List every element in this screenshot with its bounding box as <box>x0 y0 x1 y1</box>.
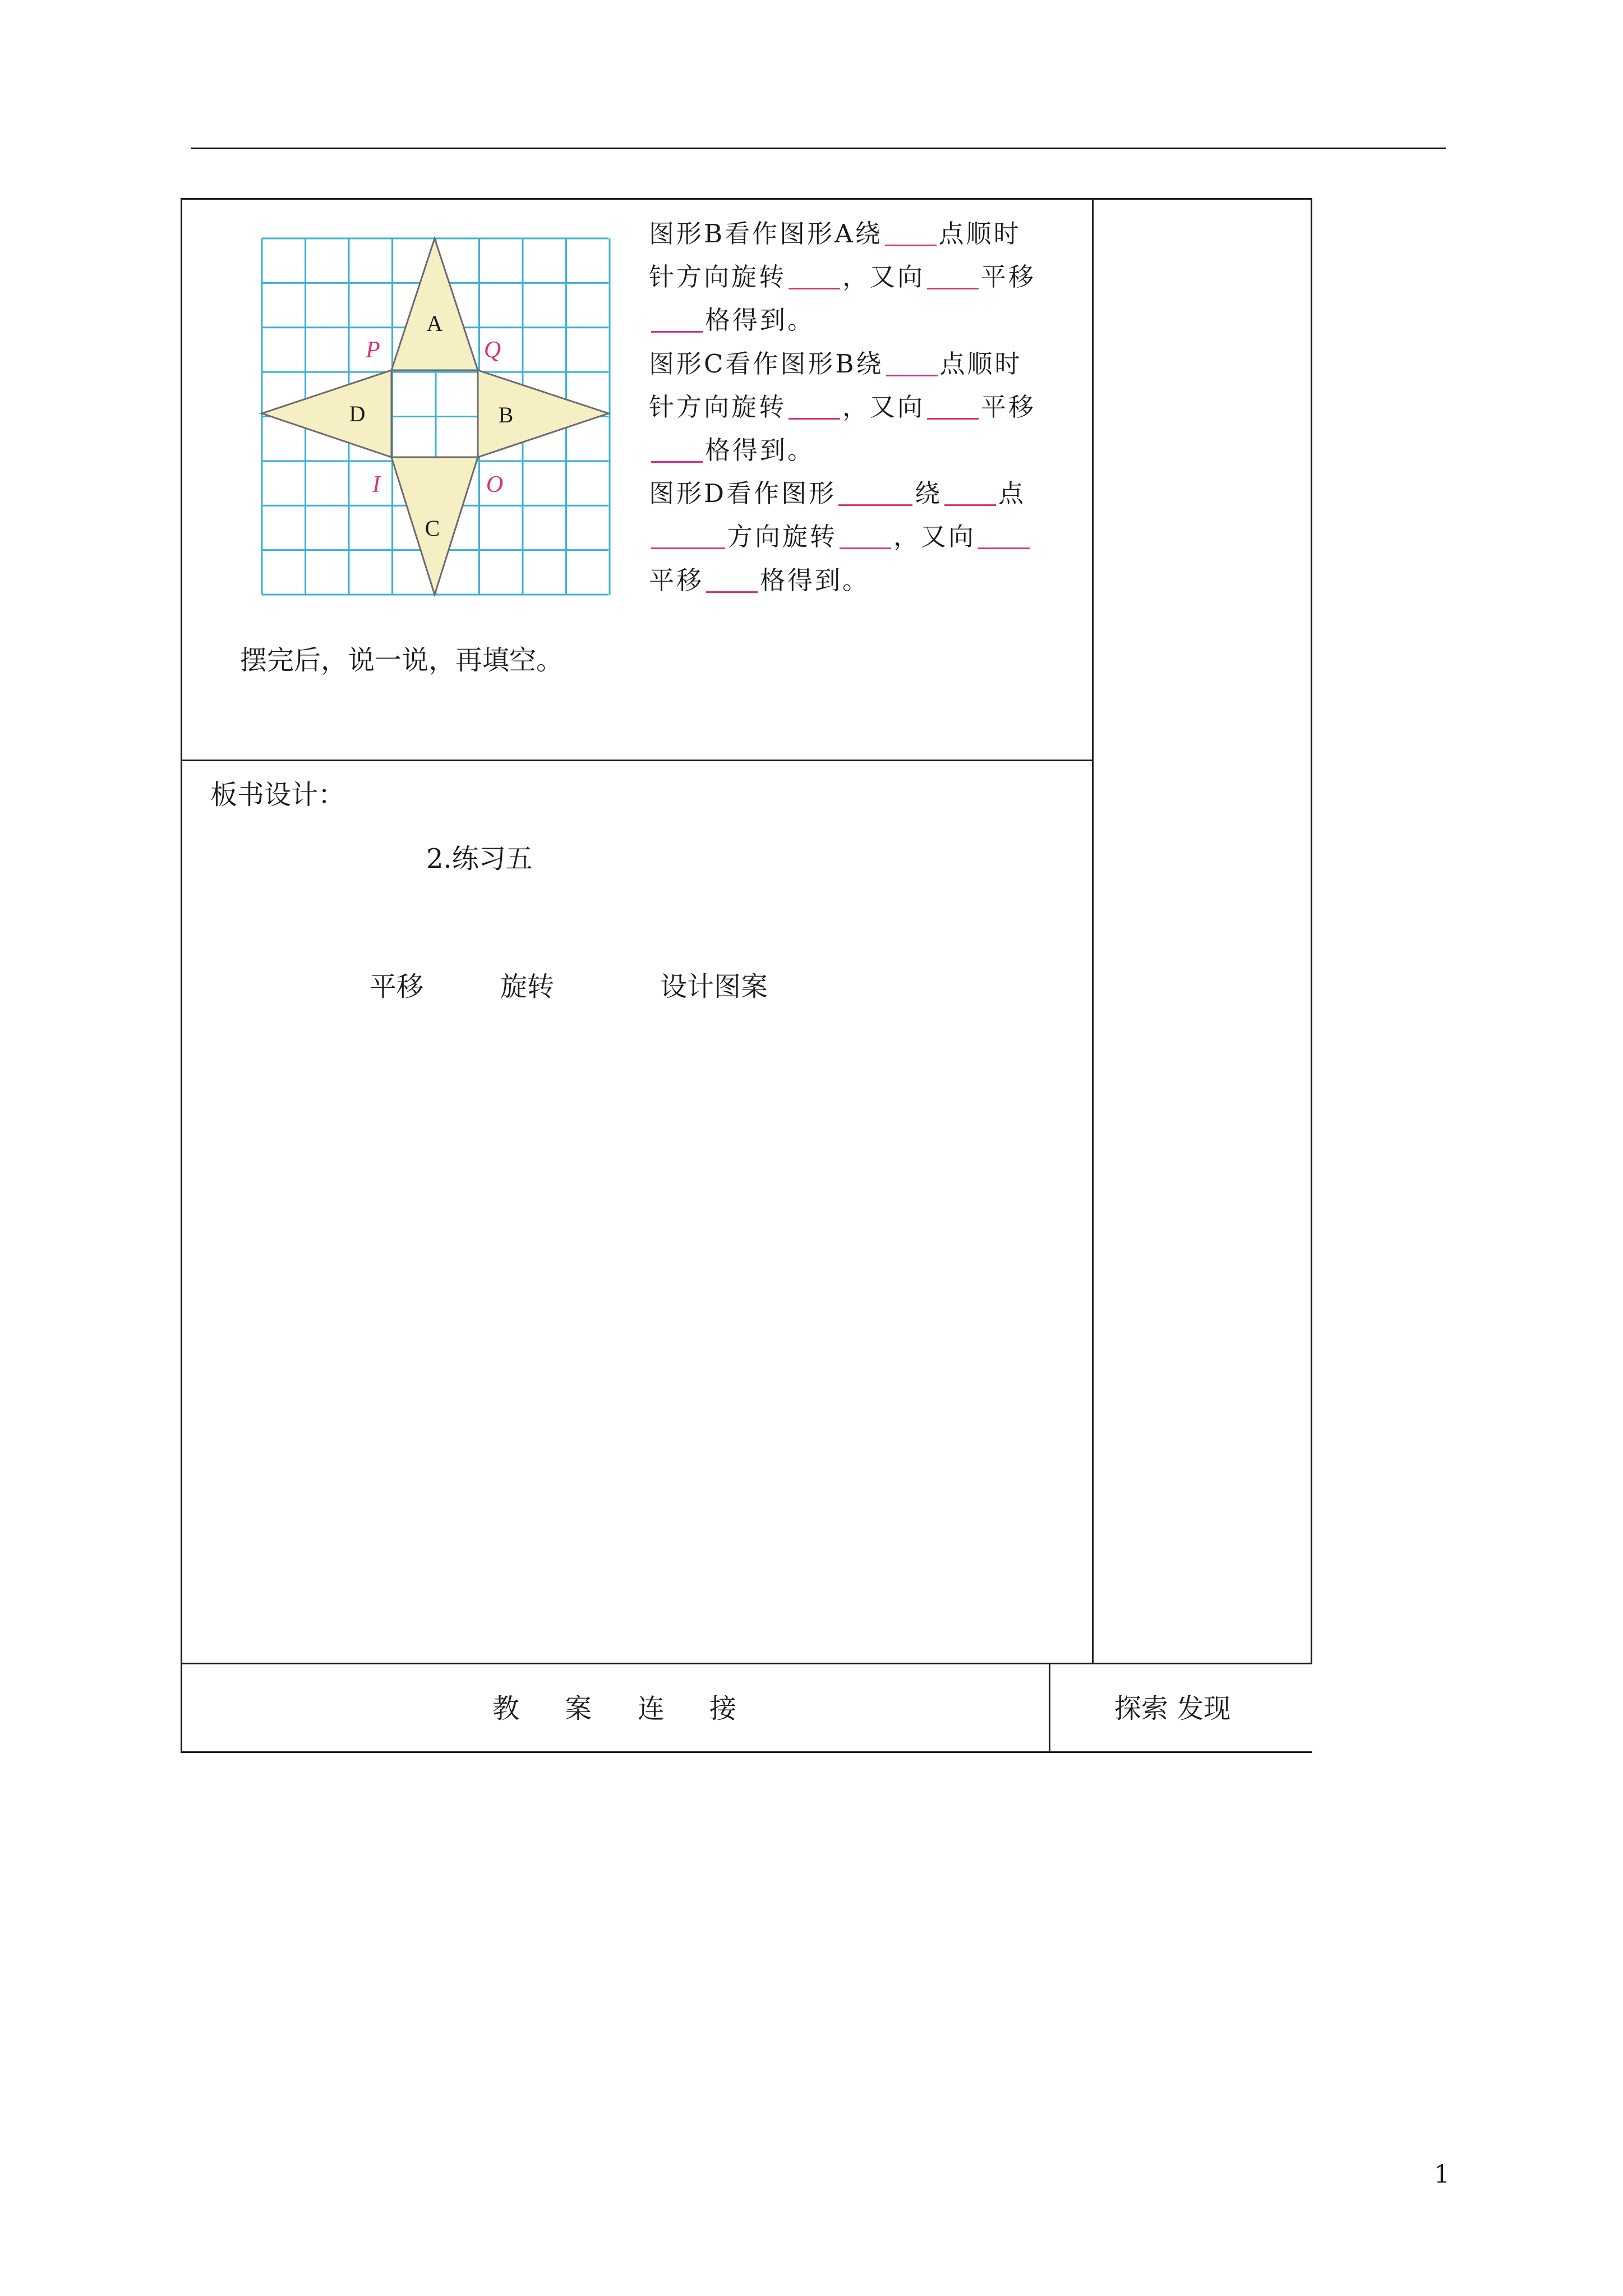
question-text: ，又向 <box>842 392 925 422</box>
question-text: 针方向旋转 <box>649 392 787 422</box>
point-label-p: P <box>366 337 380 363</box>
question-text: ，又向 <box>893 522 976 552</box>
question-text: 点顺时 <box>939 348 1022 379</box>
question-line <box>649 219 1021 249</box>
answer-blank[interactable] <box>927 263 979 289</box>
question-text: 针方向旋转 <box>649 262 787 292</box>
lesson-link-char-2: 案 <box>565 1693 592 1724</box>
answer-blank[interactable] <box>944 480 996 506</box>
explore-discover-label: 探索 发现 <box>1114 1693 1231 1724</box>
shape-label-a: A <box>426 311 443 336</box>
board-title: 2.练习五 <box>426 843 533 875</box>
answer-blank[interactable] <box>885 220 937 246</box>
answer-blank[interactable] <box>886 350 938 376</box>
question-text: 图形D看作图形 <box>649 478 837 509</box>
question-line <box>649 522 1032 552</box>
question-text: 平移 <box>649 565 704 595</box>
lesson-link-char-4: 接 <box>709 1693 737 1724</box>
board-keyword-translation: 平移 <box>370 971 424 1002</box>
board-keyword-rotation: 旋转 <box>500 971 555 1002</box>
question-text: 平移 <box>981 392 1036 422</box>
shape-label-c: C <box>425 516 440 541</box>
question-text: 点顺时 <box>938 219 1021 249</box>
instruction-text: 摆完后，说一说，再填空。 <box>240 645 564 676</box>
board-keyword-design: 设计图案 <box>660 971 768 1002</box>
point-label-o: O <box>486 472 504 498</box>
answer-blank[interactable] <box>789 263 840 289</box>
answer-blank[interactable] <box>927 393 979 420</box>
question-line <box>649 262 1036 292</box>
question-line <box>649 348 1022 379</box>
shape-a <box>391 238 478 370</box>
shape-label-d: D <box>349 401 366 426</box>
question-text: 格得到。 <box>705 305 815 335</box>
page-number: 1 <box>1434 2160 1450 2189</box>
rotation-figure <box>255 233 614 603</box>
question-text: 绕 <box>915 478 943 509</box>
answer-blank[interactable] <box>706 567 758 593</box>
answer-blank[interactable] <box>840 523 891 549</box>
question-text: 图形C看作图形B绕 <box>649 348 884 379</box>
question-line <box>649 306 815 333</box>
answer-blank[interactable] <box>978 523 1030 549</box>
question-line <box>649 436 815 463</box>
answer-blank[interactable] <box>838 480 912 506</box>
answer-blank[interactable] <box>789 393 840 420</box>
answer-blank[interactable] <box>651 436 703 463</box>
shape-label-b: B <box>498 402 514 427</box>
question-line <box>649 393 1036 420</box>
question-line <box>649 478 1026 509</box>
point-label-q: Q <box>483 337 501 363</box>
question-text: 点 <box>998 478 1026 509</box>
point-label-i: I <box>372 472 380 498</box>
answer-blank[interactable] <box>651 306 703 333</box>
question-text: ，又向 <box>842 262 925 292</box>
question-text: 方向旋转 <box>727 522 838 552</box>
shape-b <box>478 370 608 457</box>
question-line <box>649 567 870 593</box>
answer-blank[interactable] <box>651 523 725 549</box>
question-text: 格得到。 <box>760 565 870 595</box>
lesson-link-char-3: 连 <box>638 1693 665 1724</box>
question-text: 格得到。 <box>705 435 815 465</box>
lesson-link-char-1: 教 <box>492 1693 520 1724</box>
question-text: 平移 <box>981 262 1036 292</box>
header-rule <box>191 148 1446 149</box>
question-text: 图形B看作图形A绕 <box>649 219 883 249</box>
shape-d <box>262 370 391 457</box>
board-design-heading: 板书设计： <box>210 779 345 811</box>
